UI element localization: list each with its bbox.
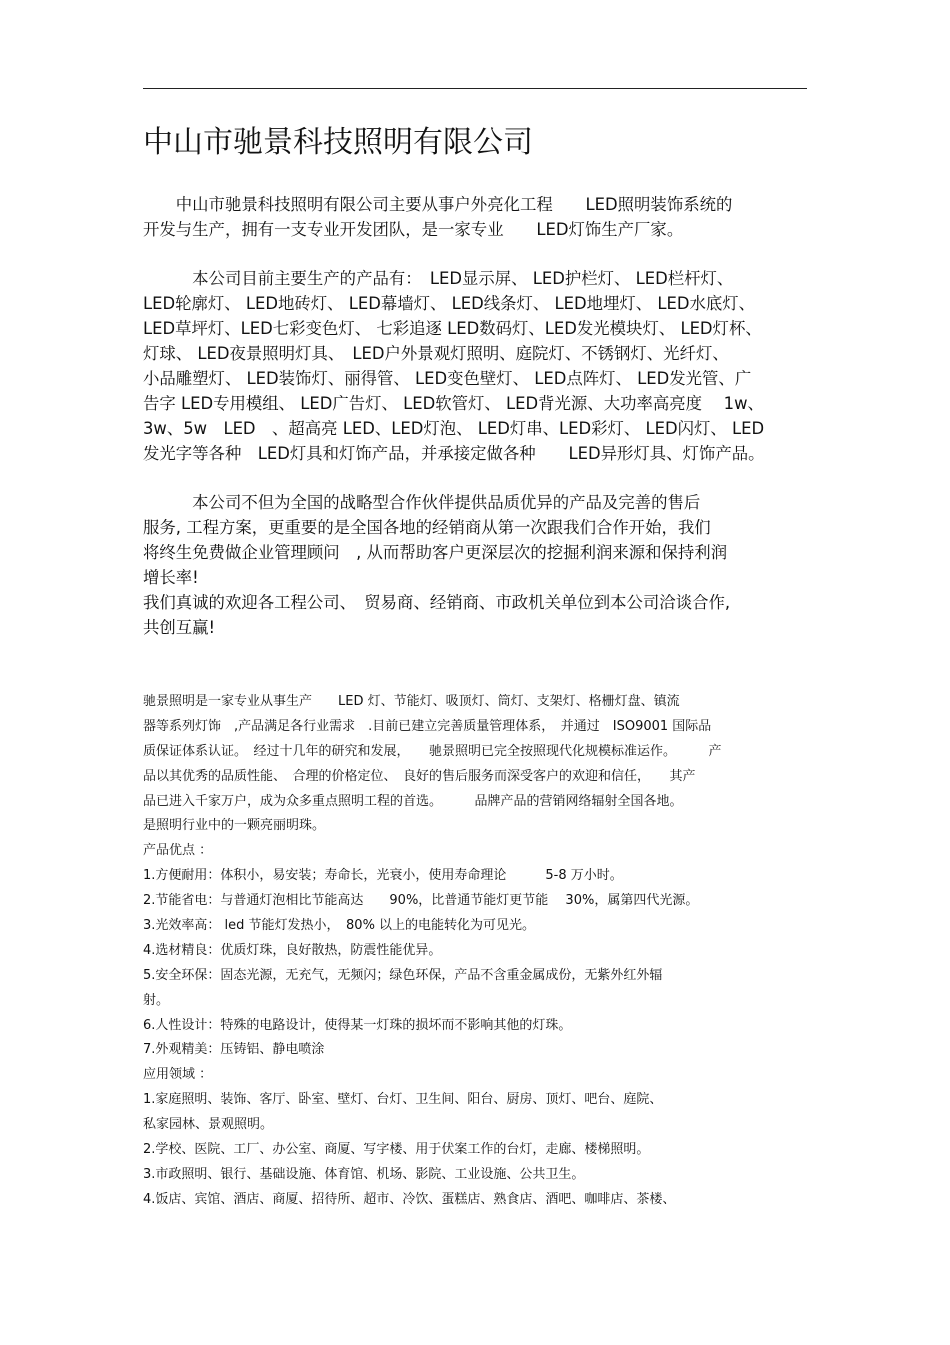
text-line: 6.人性设计：特殊的电路设计，使得某一灯珠的损坏而不影响其他的灯珠。 xyxy=(143,1017,572,1033)
text-line: 告字 LED专用模组、 LED广告灯、 LED软管灯、 LED背光源、大功率高亮度 1w、 xyxy=(143,394,764,413)
company-details-section xyxy=(143,690,813,1213)
text-line: 1.方便耐用：体积小，易安装；寿命长，光衰小，使用寿命理论 5-8 万小时。 xyxy=(143,868,623,884)
text-line: 2.学校、医院、工厂、办公室、商厦、写字楼、用于伏案工作的台灯，走廊、楼梯照明。 xyxy=(143,1142,650,1158)
text-line: 应用领域 ： xyxy=(143,1067,213,1083)
text-line: 共创互赢! xyxy=(143,618,216,637)
text-line: 我们真诚的欢迎各工程公司、 贸易商、经销商、市政机关单位到本公司洽谈合作, xyxy=(143,593,731,612)
text-line: 品以其优秀的品质性能、 合理的价格定位、 良好的售后服务而深受客户的欢迎和信任， 其产 xyxy=(143,768,696,784)
products-paragraph xyxy=(143,266,813,466)
text-line: 中山市驰景科技照明有限公司主要从事户外亮化工程 LED照明装饰系统的 xyxy=(143,195,733,214)
text-line: 服务, 工程方案，更重要的是全国各地的经销商从第一次跟我们合作开始，我们 xyxy=(143,518,711,537)
document-title: 中山市驰景科技照明有限公司 xyxy=(143,125,533,160)
text-line: 3.市政照明、银行、基础设施、体育馆、机场、影院、工业设施、公共卫生。 xyxy=(143,1166,585,1182)
text-line: 私家园林、景观照明。 xyxy=(143,1117,274,1133)
text-line: 1.家庭照明、装饰、客厅、卧室、壁灯、台灯、卫生间、阳台、厨房、顶灯、吧台、庭院、 xyxy=(143,1092,663,1108)
text-line: 发光字等各种 LED灯具和灯饰产品，并承接定做各种 LED异形灯具、灯饰产品。 xyxy=(143,444,765,463)
text-line: 品已进入千家万户，成为众多重点照明工程的首选。 品牌产品的营销网络辐射全国各地。 xyxy=(143,793,683,809)
text-line: 增长率! xyxy=(143,568,199,587)
text-line: 开发与生产，拥有一支专业开发团队，是一家专业 LED灯饰生产厂家。 xyxy=(143,220,684,239)
text-line: 射。 xyxy=(143,992,170,1008)
text-line: 2.节能省电：与普通灯泡相比节能高达 90%，比普通节能灯更节能 30%，属第四代光源。 xyxy=(143,893,699,909)
service-paragraph xyxy=(143,490,813,640)
text-line: 4.饭店、宾馆、酒店、商厦、招待所、超市、冷饮、蛋糕店、熟食店、酒吧、咖啡店、茶楼、 xyxy=(143,1191,676,1207)
text-line: 5.安全环保：固态光源，无充气，无频闪；绿色环保，产品不含重金属成份，无紫外红外辐 xyxy=(143,967,663,983)
text-line: 3.光效率高： led 节能灯发热小， 80% 以上的电能转化为可见光。 xyxy=(143,918,536,934)
text-line: 4.选材精良：优质灯珠，良好散热，防震性能优异。 xyxy=(143,942,442,958)
text-line: 驰景照明是一家专业从事生产 LED 灯、节能灯、吸顶灯、筒灯、支架灯、格栅灯盘、镇流 xyxy=(143,694,680,709)
text-line: 本公司不但为全国的战略型合作伙伴提供品质优异的产品及完善的售后 xyxy=(143,493,701,512)
intro-paragraph xyxy=(143,192,813,242)
text-line: 将终生免费做企业管理顾问 , 从而帮助客户更深层次的挖掘利润来源和保持利润 xyxy=(143,543,728,562)
text-line: 器等系列灯饰 ,产品满足各行业需求 .目前已建立完善质量管理体系， 并通过 ISO9001 国际品 xyxy=(143,718,712,734)
text-line: 7.外观精美：压铸铝、静电喷涂 xyxy=(143,1042,325,1058)
text-line: 3w、5w LED 、超高亮 LED、LED灯泡、 LED灯串、LED彩灯、 LED闪灯、 LED xyxy=(143,419,765,438)
text-line: 灯球、 LED夜景照明灯具、 LED户外景观灯照明、庭院灯、不锈钢灯、光纤灯、 xyxy=(143,344,729,363)
text-line: 小品雕塑灯、 LED装饰灯、丽得管、 LED变色壁灯、 LED点阵灯、 LED发光管、广 xyxy=(143,369,752,388)
header-rule xyxy=(143,88,807,89)
text-line: 产品优点 ： xyxy=(143,843,213,859)
text-line: LED草坪灯、LED七彩变色灯、 七彩追逐 LED数码灯、LED发光模块灯、 LED灯杯、 xyxy=(143,319,762,338)
text-line: 是照明行业中的一颗亮丽明珠。 xyxy=(143,818,326,834)
text-line: LED轮廓灯、 LED地砖灯、 LED幕墙灯、 LED线条灯、 LED地埋灯、 LED水底灯、 xyxy=(143,294,756,313)
text-line: 本公司目前主要生产的产品有： LED显示屏、 LED护栏灯、 LED栏杆灯、 xyxy=(143,269,734,288)
text-line: 质保证体系认证。 经过十几年的研究和发展， 驰景照明已完全按照现代化规模标准运作。 产 xyxy=(143,743,722,759)
